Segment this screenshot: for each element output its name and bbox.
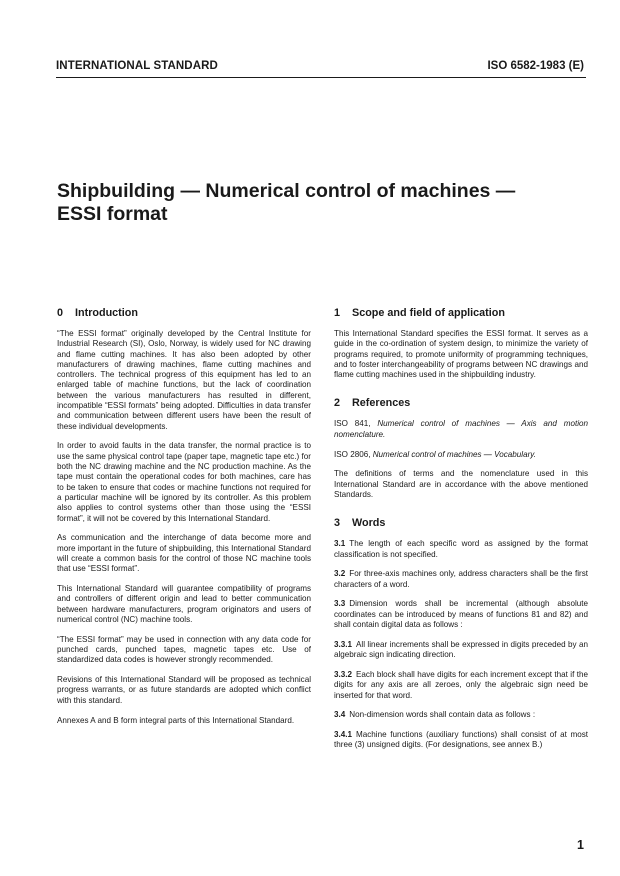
clause-number: 3.3.1 (334, 639, 353, 649)
clause-text: The length of each specific word as assigned by the format classification is not specified. (334, 539, 588, 559)
section-number: 3 (334, 517, 341, 530)
title-line-1: Shipbuilding — Numerical control of machines — (57, 180, 516, 202)
intro-paragraph-2: In order to avoid faults in the data transfer, the normal practice is to use the same physical control tape (paper tape, magnetic tape etc.) for both the NC drawing machine and the NC production machine. As the tape must contain the operational codes for both machines, care has to be taken to ensure that codes or machine functions not required for a particular machine will be ignored by its controller. As this problem also applies to control systems other than those using the “ESSI format”, it will not be covered by this International Standard. (57, 441, 311, 523)
reference-title: Numerical control of machines — Axis and motion nomenclature. (334, 419, 588, 439)
right-column (334, 306, 588, 760)
clause-text: Dimension words shall be incremental (although absolute coordinates can be introduced by means of functions 81 and 82) and shall contain digital data as follows : (334, 599, 588, 630)
header-standard-label: INTERNATIONAL STANDARD (56, 60, 218, 72)
section-number: 2 (334, 397, 341, 410)
section-title: Introduction (75, 307, 138, 319)
clause-3-3 (334, 599, 588, 630)
document-title (57, 180, 557, 226)
header-document-id: ISO 6582-1983 (E) (487, 60, 584, 72)
clause-3-4-1 (334, 730, 588, 751)
reference-iso-2806 (334, 450, 588, 460)
reference-code: ISO 2806, (334, 449, 371, 459)
reference-iso-841 (334, 419, 588, 440)
clause-number: 3.4.1 (334, 730, 353, 740)
scope-paragraph: This International Standard specifies the ESSI format. It serves as a guide in the co-ordination of system design, to minimize the variety of programs required, to promote uniformity of programming techniques, and to foster interchangeability of programs between NC drawings and flame cutting machines used in the shipbuilding industry. (334, 329, 588, 380)
reference-code: ISO 841, (334, 419, 371, 429)
reference-title: Numerical control of machines — Vocabulary. (372, 449, 536, 459)
clause-text: All linear increments shall be expressed in digits preceded by an algebraic sign indicating direction. (334, 639, 588, 660)
clause-text: Each block shall have digits for each increment except that if the digits for any axis are all zeroes, only the algebraic sign need be inserted for that word. (334, 669, 588, 700)
section-number: 0 (57, 307, 64, 319)
references-heading (334, 396, 588, 410)
left-column (57, 306, 311, 735)
words-heading (334, 516, 588, 530)
section-title: Scope and field of application (352, 307, 505, 319)
clause-3-3-2 (334, 670, 588, 701)
introduction-heading (57, 306, 311, 320)
clause-3-2 (334, 569, 588, 590)
clause-number: 3.3 (334, 599, 346, 609)
clause-number: 3.2 (334, 569, 346, 579)
section-title: Words (352, 517, 386, 530)
page-number: 1 (577, 838, 584, 852)
intro-paragraph-3: As communication and the interchange of data become more and more important in the future of shipbuilding, this International Standard will create a common basis for the control of those NC machine tools that use “ESSI format”. (57, 533, 311, 574)
header-rule (56, 77, 586, 78)
clause-number: 3.1 (334, 539, 346, 549)
intro-paragraph-5: “The ESSI format” may be used in connection with any data code for punched cards, punched tapes, magnetic tapes etc. Use of standardized data codes is however strongly recommended. (57, 634, 311, 665)
intro-paragraph-1: “The ESSI format” originally developed by the Central Institute for Industrial Research (SI), Oslo, Norway, is widely used for NC drawing and flame cutting machines. It has also been adopted by other manufacturers of drawing machines, flame cutting machines and controllers. The technical progress of this equipment has led to an enlarged table of machine functions, but the lack of coordination between the various manufacturers has resulted in different, incompatible “ESSI formats” being adopted. Difficulties in data transfer and communication between different users have been the result of these individual developments. (57, 329, 311, 431)
intro-paragraph-4: This International Standard will guarantee compatibility of programs and controllers of different origin and lead to better communication between hardware manufacturers, program originators and users of numerical control (NC) machine tools. (57, 584, 311, 624)
title-line-2: ESSI format (57, 203, 168, 225)
intro-paragraph-7: Annexes A and B form integral parts of this International Standard. (57, 715, 295, 725)
clause-text: Non-dimension words shall contain data as follows : (349, 710, 536, 720)
clause-number: 3.4 (334, 710, 346, 720)
section-number: 1 (334, 307, 341, 319)
clause-number: 3.3.2 (334, 669, 353, 679)
references-paragraph: The definitions of terms and the nomenclature used in this International Standard are in accordance with the above mentioned Standards. (334, 469, 588, 499)
clause-text: Machine functions (auxiliary functions) shall consist of at most three (3) unsigned digits. (For designations, see annex B.) (334, 730, 588, 750)
clause-3-3-1 (334, 640, 588, 661)
scope-heading (334, 306, 588, 320)
clause-text: For three-axis machines only, address characters shall be the first characters of a word. (334, 569, 588, 589)
clause-3-1 (334, 539, 588, 560)
clause-3-4 (334, 710, 588, 720)
section-title: References (352, 397, 411, 410)
intro-paragraph-6: Revisions of this International Standard will be proposed as technical progress warrants, or as future standards are adopted which conflict with this standard. (57, 675, 311, 705)
